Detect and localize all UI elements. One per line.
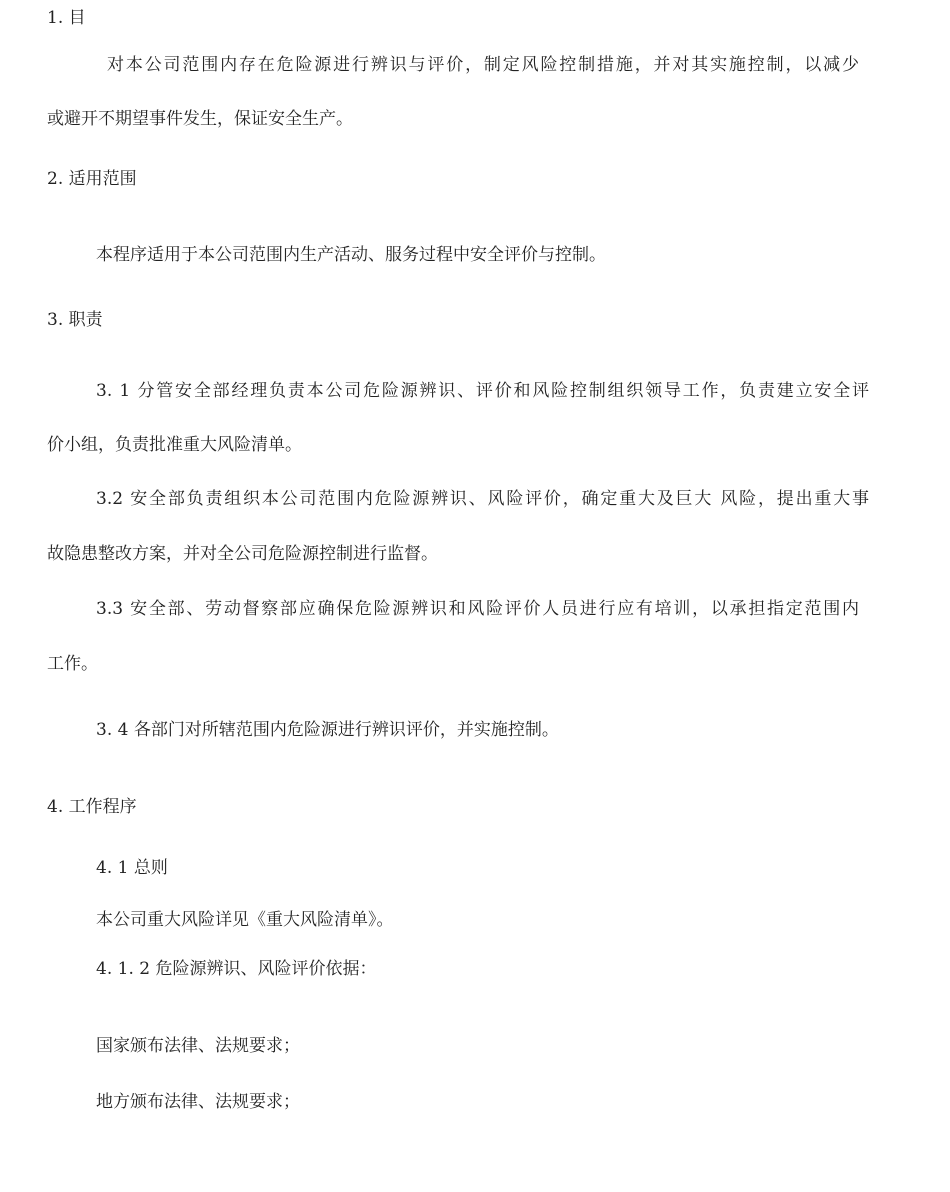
clause-3-3-line-1: 3.3 安全部、劳动督察部应确保危险源辨识和风险评价人员进行应有培训，以承担指定范围内: [96, 599, 859, 619]
section-2-paragraph: 本程序适用于本公司范围内生产活动、服务过程中安全评价与控制。: [96, 245, 606, 265]
clause-3-2-line-2: 故隐患整改方案，并对全公司危险源控制进行监督。: [47, 544, 438, 564]
basis-list-item: 地方颁布法律、法规要求；: [96, 1092, 300, 1112]
section-4-heading: 4. 工作程序: [47, 797, 137, 817]
section-3-heading: 3. 职责: [47, 310, 103, 330]
section-1-heading: 1. 目: [47, 8, 86, 28]
section-1-paragraph-line-2: 或避开不期望事件发生，保证安全生产。: [47, 109, 353, 129]
clause-3-1-line-1: 3. 1 分管安全部经理负责本公司危险源辨识、评价和风险控制组织领导工作，负责建立安全评: [96, 381, 869, 401]
clause-3-1-line-2: 价小组，负责批准重大风险清单。: [47, 435, 302, 455]
basis-list-item: 国家颁布法律、法规要求；: [96, 1036, 300, 1056]
section-2-heading: 2. 适用范围: [47, 169, 137, 189]
clause-3-3-line-2: 工作。: [47, 654, 98, 674]
clause-3-4: 3. 4 各部门对所辖范围内危险源进行辨识评价，并实施控制。: [96, 720, 559, 740]
clause-4-1-heading: 4. 1 总则: [96, 858, 168, 878]
clause-4-1-paragraph: 本公司重大风险详见《重大风险清单》。: [96, 910, 394, 930]
clause-4-1-2-heading: 4. 1. 2 危险源辨识、风险评价依据：: [96, 959, 377, 979]
clause-3-2-line-1: 3.2 安全部负责组织本公司范围内危险源辨识、风险评价，确定重大及巨大 风险，提出重大事: [96, 489, 869, 509]
section-1-paragraph-line-1: 对本公司范围内存在危险源进行辨识与评价，制定风险控制措施，并对其实施控制，以减少: [107, 55, 859, 75]
